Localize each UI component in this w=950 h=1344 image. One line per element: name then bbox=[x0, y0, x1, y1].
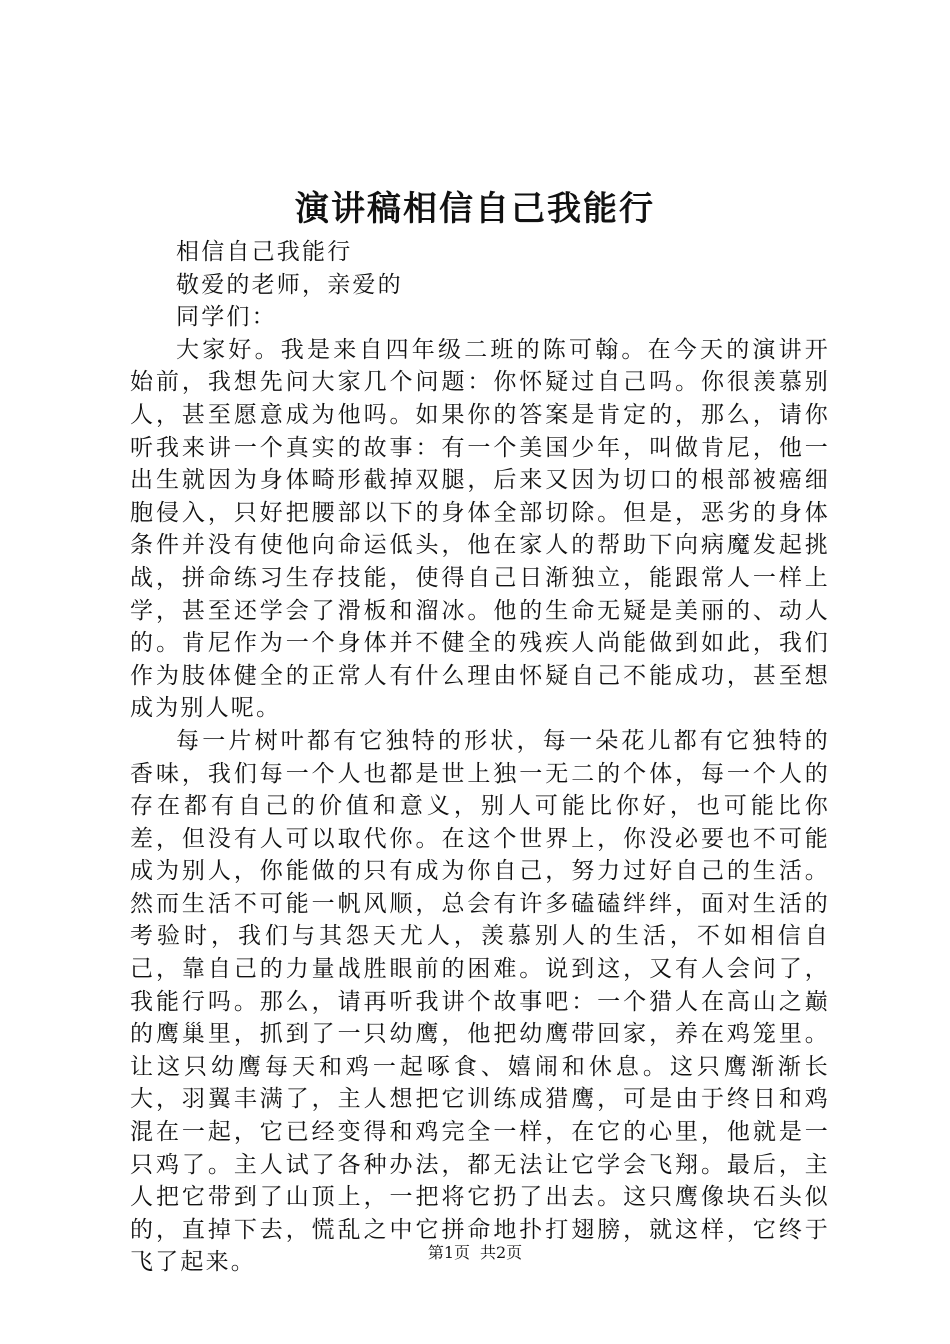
page-footer bbox=[0, 1242, 950, 1264]
document-title: 演讲稿相信自己我能行 bbox=[295, 189, 655, 229]
body-paragraph: 每一片树叶都有它独特的形状，每一朵花儿都有它独特的香味，我们每一个人也都是世上独一无二的个体，每一个人的存在都有自己的价值和意义，别人可能比你好，也可能比你差，但没有人可以取代你。在这个世界上，你没必要也不可能成为别人，你能做的只有成为你自己，努力过好自己的生活。然而生活不可能一帆风顺，总会有许多磕磕绊绊，面对生活的考验时，我们与其怨天尤人，羡慕别人的生活，不如相信自己，靠自己的力量战胜眼前的困难。说到这，又有人会问了，我能行吗。那么，请再听我讲个故事吧：一个猎人在高山之巅的鹰巢里，抓到了一只幼鹰，他把幼鹰带回家，养在鸡笼里。让这只幼鹰每天和鸡一起啄食、嬉闹和休息。这只鹰渐渐长大，羽翼丰满了，主人想把它训练成猎鹰，可是由于终日和鸡混在一起，它已经变得和鸡完全一样，在它的心里，他就是一只鸡了。主人试了各种办法，都无法让它学会飞翔。最后，主人把它带到了山顶上，一把将它扔了出去。这只鹰像块石头似的，直掉下去，慌乱之中它拼命地扑打翅膀，就这样，它终于飞了起来。 bbox=[130, 727, 830, 1276]
page-number: 第1页 bbox=[427, 1243, 470, 1262]
speech-heading: 相信自己我能行 bbox=[176, 239, 353, 265]
salutation-line-1: 敬爱的老师，亲爱的 bbox=[176, 271, 403, 298]
body-paragraph: 大家好。我是来自四年级二班的陈可翰。在今天的演讲开始前，我想先问大家几个问题：你怀疑过自己吗。你很羡慕别人，甚至愿意成为他吗。如果你的答案是肯定的，那么，请你听我来讲一个真实的故事：有一个美国少年，叫做肯尼，他一出生就因为身体畸形截掉双腿，后来又因为切口的根部被癌细胞侵入，只好把腰部以下的身体全部切除。但是，恶劣的身体条件并没有使他向命运低头，他在家人的帮助下向病魔发起挑战，拼命练习生存技能，使得自己日渐独立，能跟常人一样上学，甚至还学会了滑板和溜冰。他的生命无疑是美丽的、动人的。肯尼作为一个身体并不健全的残疾人尚能做到如此，我们作为肢体健全的正常人有什么理由怀疑自己不能成功，甚至想成为别人呢。 bbox=[130, 336, 830, 722]
salutation-line-2: 同学们： bbox=[176, 304, 277, 331]
document-body bbox=[130, 236, 830, 1279]
page-total: 共2页 bbox=[480, 1243, 523, 1262]
